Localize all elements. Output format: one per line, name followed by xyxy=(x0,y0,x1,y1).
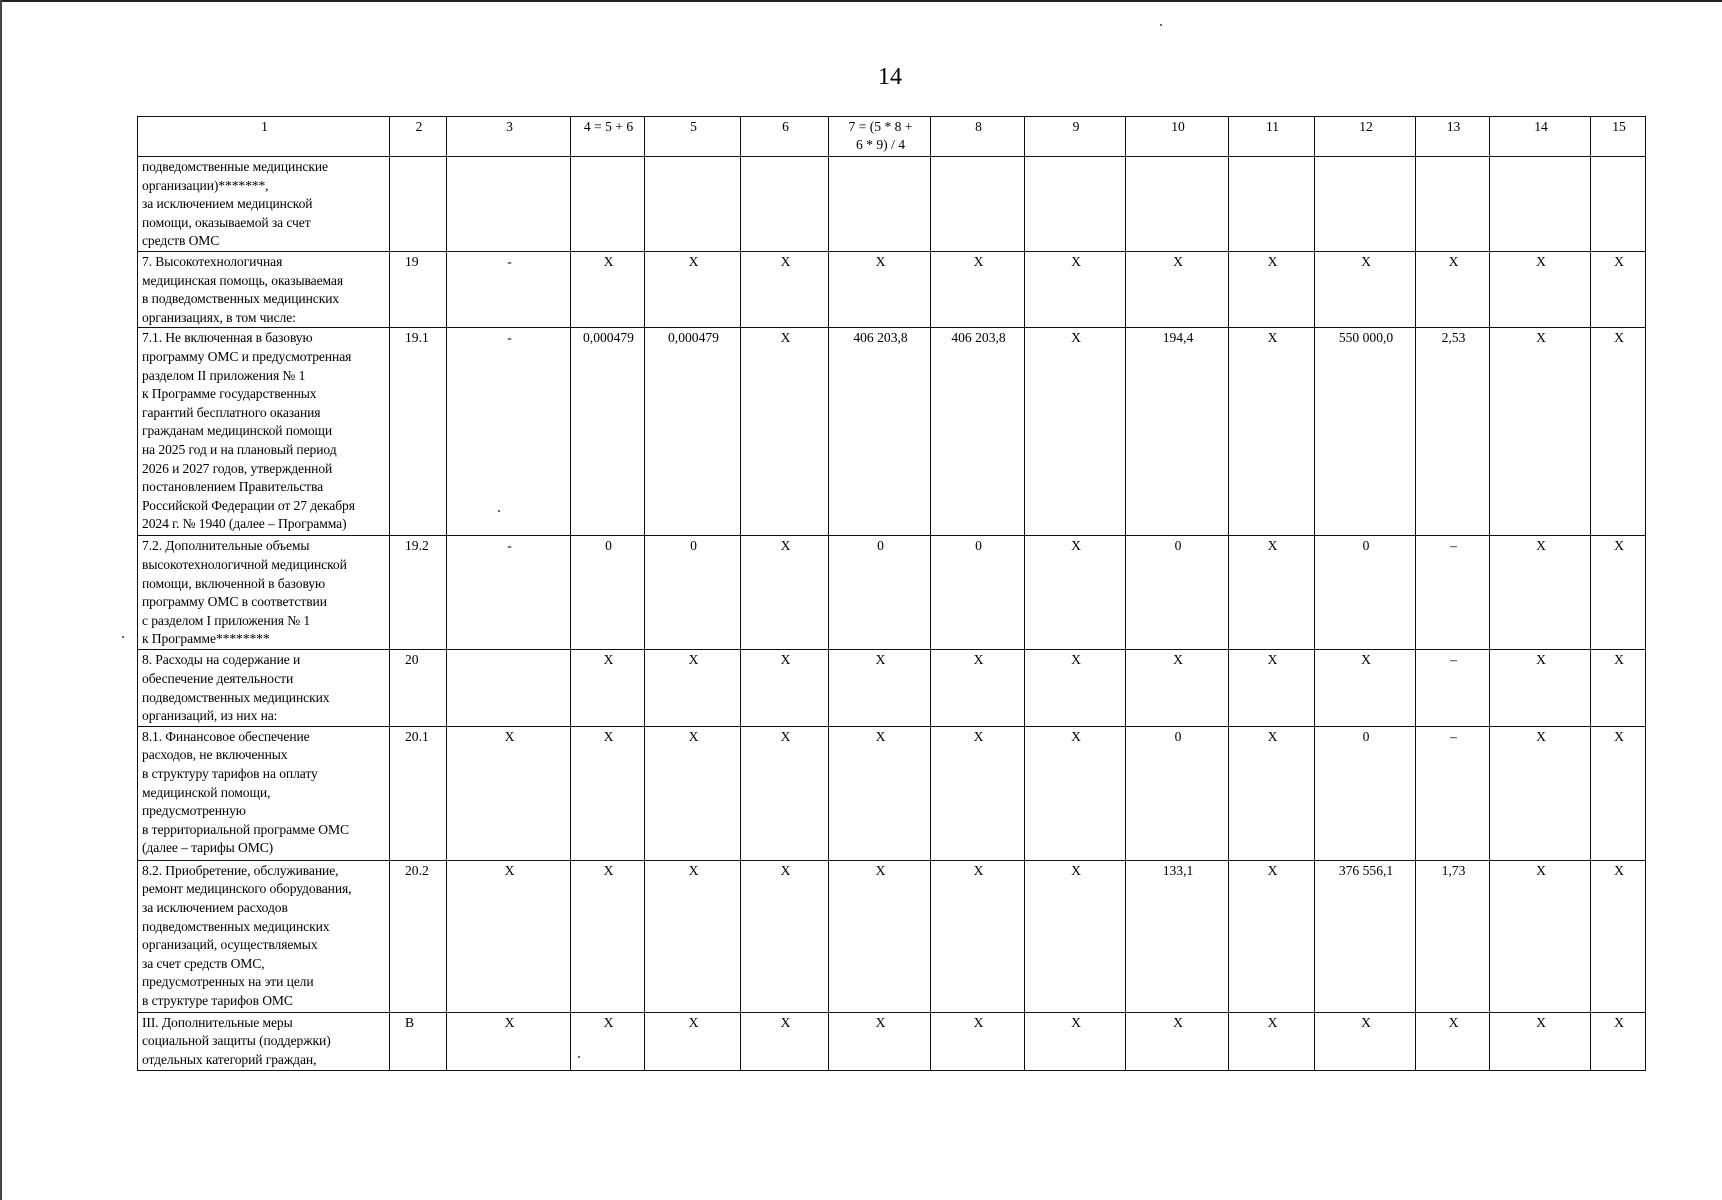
table-cell: 0 xyxy=(645,536,741,650)
table-cell: X xyxy=(571,726,645,860)
table-cell xyxy=(1229,157,1315,252)
row-description: 7.2. Дополнительные объемы высокотехнологичной медицинской помощи, включенной в базовую программу ОМС в соответствии с разделом I приложения № 1 к Программе******** xyxy=(138,536,390,650)
table-cell: 194,4 xyxy=(1126,328,1229,536)
table-cell xyxy=(571,157,645,252)
row-description: 8.1. Финансовое обеспечение расходов, не включенных в структуру тарифов на оплату медицинской помощи, предусмотренную в территориальной программе ОМС (далее – тарифы ОМС) xyxy=(138,726,390,860)
table-row xyxy=(138,650,1646,726)
table-cell: X xyxy=(931,860,1025,1012)
table-cell xyxy=(1315,157,1416,252)
table-cell: X xyxy=(571,1012,645,1070)
table-cell: X xyxy=(741,726,829,860)
header-cell: 13 xyxy=(1416,117,1490,157)
table-cell: X xyxy=(645,726,741,860)
table-cell: X xyxy=(571,860,645,1012)
table-cell: X xyxy=(1025,251,1126,327)
table-cell: X xyxy=(1025,726,1126,860)
table-cell: X xyxy=(829,650,931,726)
table-cell: X xyxy=(741,328,829,536)
table-cell: - xyxy=(447,536,571,650)
table-header-row xyxy=(138,117,1646,157)
table-cell: X xyxy=(1229,650,1315,726)
table-cell: X xyxy=(1025,650,1126,726)
row-code: 19.1 xyxy=(390,328,447,536)
table-cell: 406 203,8 xyxy=(931,328,1025,536)
row-description: III. Дополнительные меры социальной защиты (поддержки) отдельных категорий граждан, xyxy=(138,1012,390,1070)
table-cell: X xyxy=(1591,251,1646,327)
table-cell: 0 xyxy=(1126,536,1229,650)
table-cell: - xyxy=(447,251,571,327)
table-cell: X xyxy=(1490,328,1591,536)
table-cell: X xyxy=(1416,251,1490,327)
table-cell: X xyxy=(1025,536,1126,650)
table-cell: X xyxy=(741,536,829,650)
table-row xyxy=(138,536,1646,650)
scan-speck xyxy=(1160,24,1162,26)
header-cell: 1 xyxy=(138,117,390,157)
table-row xyxy=(138,328,1646,536)
row-description: 8.2. Приобретение, обслуживание, ремонт медицинского оборудования, за исключением расходов подведомственных медицинских организаций, осуществляемых за счет средств ОМС, предусмотренных на эти цели в структуре тарифов ОМС xyxy=(138,860,390,1012)
table-row xyxy=(138,860,1646,1012)
table-cell: X xyxy=(1315,650,1416,726)
table-cell xyxy=(1126,157,1229,252)
scan-edge-left xyxy=(0,0,2,1200)
table-cell: 0 xyxy=(931,536,1025,650)
table-cell: 550 000,0 xyxy=(1315,328,1416,536)
table-cell: – xyxy=(1416,536,1490,650)
header-cell: 12 xyxy=(1315,117,1416,157)
table-cell xyxy=(1025,157,1126,252)
header-cell: 15 xyxy=(1591,117,1646,157)
table-cell xyxy=(829,157,931,252)
table-cell: X xyxy=(931,726,1025,860)
table-cell: X xyxy=(931,650,1025,726)
table-cell: X xyxy=(1591,650,1646,726)
table-cell: X xyxy=(741,650,829,726)
table-cell: 0 xyxy=(829,536,931,650)
table-cell: X xyxy=(1126,251,1229,327)
row-description: подведомственные медицинские организации)*******, за исключением медицинской помощи, оказываемой за счет средств ОМС xyxy=(138,157,390,252)
table-cell: X xyxy=(1315,1012,1416,1070)
table-cell: X xyxy=(829,251,931,327)
table-cell: X xyxy=(1490,650,1591,726)
table-cell xyxy=(931,157,1025,252)
table-cell: X xyxy=(829,726,931,860)
table-row xyxy=(138,251,1646,327)
budget-table xyxy=(137,116,1646,1071)
header-cell: 11 xyxy=(1229,117,1315,157)
table-cell: – xyxy=(1416,650,1490,726)
header-cell: 7 = (5 * 8 + 6 * 9) / 4 xyxy=(829,117,931,157)
table-cell: 376 556,1 xyxy=(1315,860,1416,1012)
table-cell: X xyxy=(571,251,645,327)
row-description: 8. Расходы на содержание и обеспечение деятельности подведомственных медицинских организаций, из них на: xyxy=(138,650,390,726)
table-cell: X xyxy=(571,650,645,726)
table-row xyxy=(138,1012,1646,1070)
table-cell: X xyxy=(645,251,741,327)
header-cell: 10 xyxy=(1126,117,1229,157)
table-cell: X xyxy=(1416,1012,1490,1070)
table-cell: – xyxy=(1416,726,1490,860)
header-cell: 3 xyxy=(447,117,571,157)
table-cell: X xyxy=(1229,726,1315,860)
row-description: 7. Высокотехнологичная медицинская помощь, оказываемая в подведомственных медицинских организациях, в том числе: xyxy=(138,251,390,327)
table-cell xyxy=(741,157,829,252)
table-cell: X xyxy=(1591,1012,1646,1070)
table-cell: - xyxy=(447,328,571,536)
table-cell: X xyxy=(1591,860,1646,1012)
table-cell: 0 xyxy=(1315,726,1416,860)
table-cell: X xyxy=(1490,1012,1591,1070)
table-cell xyxy=(1591,157,1646,252)
table-body xyxy=(138,157,1646,1071)
row-code: 19.2 xyxy=(390,536,447,650)
table-cell: X xyxy=(447,726,571,860)
table-cell: 0 xyxy=(571,536,645,650)
row-code: В xyxy=(390,1012,447,1070)
row-code: 19 xyxy=(390,251,447,327)
table-cell: X xyxy=(1126,1012,1229,1070)
table-cell: X xyxy=(1490,251,1591,327)
table-row xyxy=(138,726,1646,860)
table-cell xyxy=(1416,157,1490,252)
table-cell: X xyxy=(1591,536,1646,650)
table-cell: X xyxy=(645,650,741,726)
table-cell: X xyxy=(931,251,1025,327)
table-cell: 2,53 xyxy=(1416,328,1490,536)
row-code: 20.1 xyxy=(390,726,447,860)
table-cell xyxy=(447,157,571,252)
table-cell: X xyxy=(741,251,829,327)
table-cell: X xyxy=(1315,251,1416,327)
table-cell: X xyxy=(1490,726,1591,860)
table-cell: X xyxy=(645,1012,741,1070)
table-cell: 0,000479 xyxy=(571,328,645,536)
table-cell: 406 203,8 xyxy=(829,328,931,536)
header-cell: 2 xyxy=(390,117,447,157)
table-cell: X xyxy=(645,860,741,1012)
table-cell: 0 xyxy=(1126,726,1229,860)
table-cell: X xyxy=(1229,860,1315,1012)
page-number: 14 xyxy=(878,64,902,90)
table-cell: X xyxy=(1229,328,1315,536)
row-description: 7.1. Не включенная в базовую программу ОМС и предусмотренная разделом II приложения № 1 к Программе государственных гарантий бесплатного оказания гражданам медицинской помощи на 2025 год и на плановый период 2026 и 2027 годов, утвержденной постановлением Правительства Российской Федерации от 27 декабря 2024 г. № 1940 (далее – Программа) xyxy=(138,328,390,536)
table-row xyxy=(138,157,1646,252)
table-cell: X xyxy=(447,860,571,1012)
table-cell: X xyxy=(829,1012,931,1070)
table-cell: 1,73 xyxy=(1416,860,1490,1012)
table-cell: 133,1 xyxy=(1126,860,1229,1012)
header-cell: 9 xyxy=(1025,117,1126,157)
row-code xyxy=(390,157,447,252)
scan-speck xyxy=(122,636,124,638)
table-cell: X xyxy=(1025,328,1126,536)
table-cell: X xyxy=(1229,536,1315,650)
table-cell: X xyxy=(1591,726,1646,860)
table-cell: X xyxy=(1591,328,1646,536)
table-cell: X xyxy=(447,1012,571,1070)
table-cell: X xyxy=(1229,251,1315,327)
header-cell: 6 xyxy=(741,117,829,157)
header-cell: 5 xyxy=(645,117,741,157)
header-cell: 14 xyxy=(1490,117,1591,157)
row-code: 20 xyxy=(390,650,447,726)
table-cell xyxy=(645,157,741,252)
header-cell: 4 = 5 + 6 xyxy=(571,117,645,157)
table-cell: X xyxy=(741,860,829,1012)
table-cell xyxy=(1490,157,1591,252)
table-cell: X xyxy=(931,1012,1025,1070)
table-cell xyxy=(447,650,571,726)
table-cell: 0,000479 xyxy=(645,328,741,536)
table-cell: X xyxy=(1490,536,1591,650)
table-cell: X xyxy=(1229,1012,1315,1070)
table-cell: 0 xyxy=(1315,536,1416,650)
table-cell: X xyxy=(1025,860,1126,1012)
table-cell: X xyxy=(1490,860,1591,1012)
row-code: 20.2 xyxy=(390,860,447,1012)
table-cell: X xyxy=(1025,1012,1126,1070)
header-cell: 8 xyxy=(931,117,1025,157)
table-cell: X xyxy=(741,1012,829,1070)
scan-edge-top xyxy=(0,0,1722,2)
table-cell: X xyxy=(1126,650,1229,726)
table-cell: X xyxy=(829,860,931,1012)
